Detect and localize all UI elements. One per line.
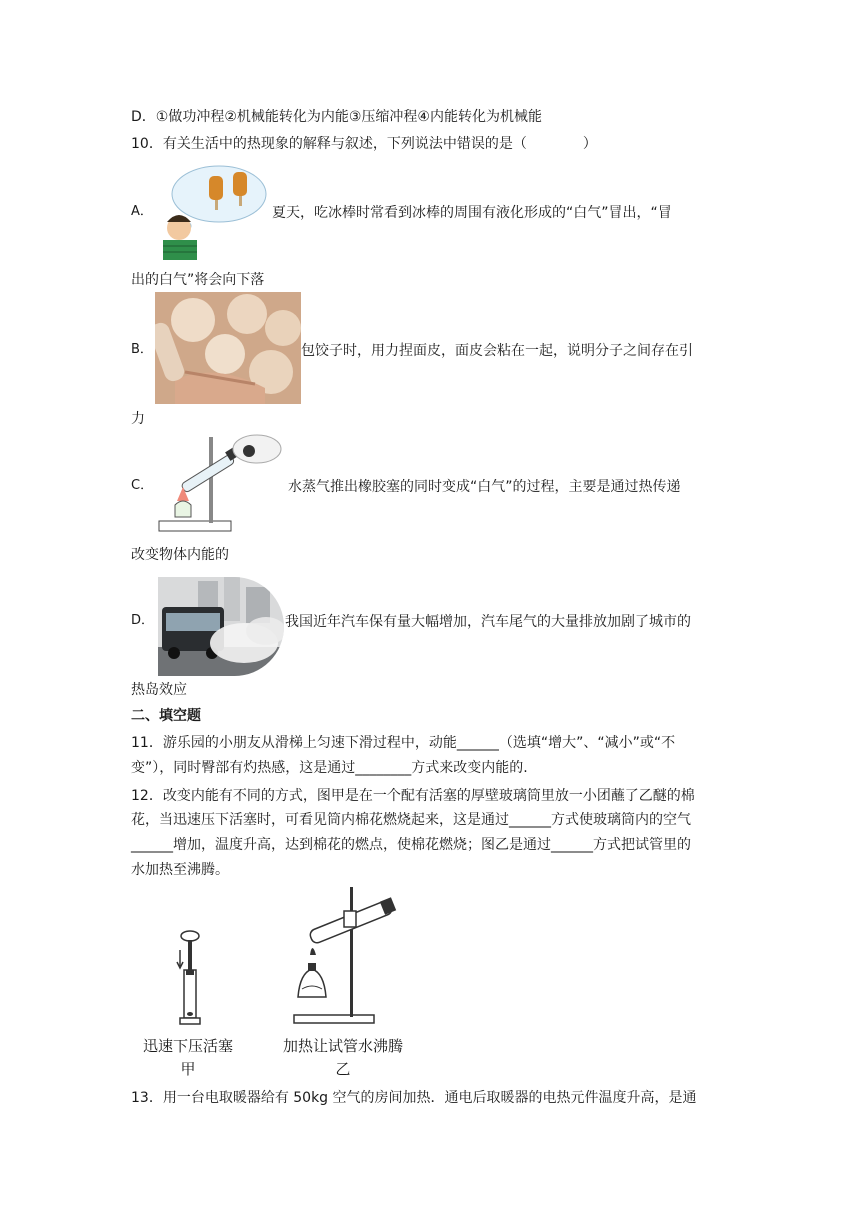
- q10-option-a-label: A．: [131, 204, 153, 219]
- q10-option-b-text-1: 包饺子时，用力捏面皮，面皮会粘在一起，说明分子之间存在引: [301, 343, 693, 359]
- q11-line-1: 11．游乐园的小朋友从滑梯上匀速下滑过程中，动能______（选填“增大”、“减小”或“不: [131, 735, 676, 751]
- bus-exhaust-image: [158, 577, 284, 676]
- q12-line-3: ______增加，温度升高，达到棉花的燃点，使棉花燃烧；图乙是通过______方式把试管里的: [131, 837, 691, 853]
- figure-yi-caption: 加热让试管水沸腾: [282, 1037, 403, 1055]
- figure-jia-caption: 迅速下压活塞: [142, 1037, 233, 1055]
- test-tube-steam-image: [157, 431, 287, 537]
- q12-line-4: 水加热至沸腾。: [131, 862, 229, 878]
- q10-option-c-text-2: 改变物体内能的: [131, 547, 229, 563]
- section-fill-in-heading: 二、填空题: [131, 708, 201, 724]
- heating-test-tube-figure: [288, 885, 408, 1027]
- boy-popsicle-image: [157, 164, 267, 260]
- dumpling-dough-image: [155, 292, 301, 404]
- q13-line-1: 13．用一台电取暖器给有 50kg 空气的房间加热．通电后取暖器的电热元件温度升高，是通: [131, 1090, 697, 1106]
- q10-option-b-label: B．: [131, 342, 153, 357]
- q10-option-c-text-1: 水蒸气推出橡胶塞的同时变成“白气”的过程，主要是通过热传递: [288, 479, 681, 495]
- q9-option-d: D．①做功冲程②机械能转化为内能③压缩冲程④内能转化为机械能: [131, 109, 542, 125]
- q10-stem: 10．有关生活中的热现象的解释与叙述，下列说法中错误的是（ ）: [131, 136, 597, 152]
- q11-line-2: 变”），同时臀部有灼热感，这是通过________方式来改变内能的.: [131, 760, 528, 776]
- q10-option-d-label: D．: [131, 613, 155, 628]
- q10-option-c-label: C．: [131, 478, 154, 493]
- q12-line-1: 12．改变内能有不同的方式，图甲是在一个配有活塞的厚壁玻璃筒里放一小团蘸了乙醚的棉: [131, 788, 695, 804]
- q10-option-b-text-2: 力: [131, 411, 145, 427]
- q10-option-d-text-1: 我国近年汽车保有量大幅增加，汽车尾气的大量排放加剧了城市的: [285, 614, 691, 630]
- q12-line-2: 花，当迅速压下活塞时，可看见筒内棉花燃烧起来，这是通过______方式使玻璃筒内的空气: [131, 812, 691, 828]
- q10-option-d-text-2: 热岛效应: [131, 682, 187, 698]
- figure-yi-label: 乙: [335, 1060, 351, 1078]
- q10-option-a-text-1: 夏天，吃冰棒时常看到冰棒的周围有液化形成的“白气”冒出，“冒: [272, 205, 672, 221]
- piston-cylinder-figure: [170, 930, 210, 1030]
- q10-option-a-text-2: 出的白气”将会向下落: [131, 272, 265, 288]
- figure-jia-label: 甲: [180, 1060, 196, 1078]
